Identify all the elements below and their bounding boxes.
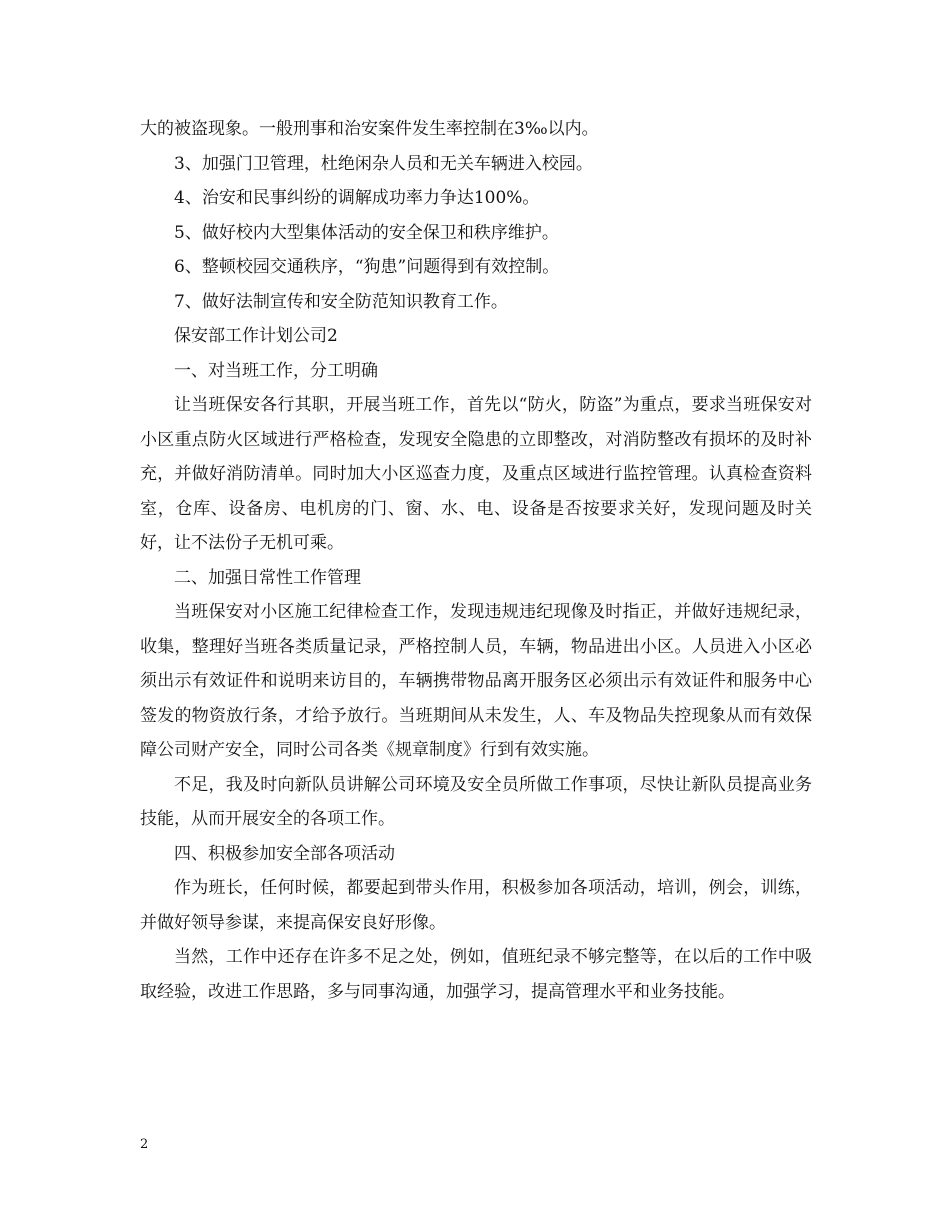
section-title: 保安部工作计划公司2 xyxy=(174,326,338,346)
section-heading: 二、加强日常性工作管理 xyxy=(174,567,361,588)
document-body xyxy=(140,112,812,1009)
paragraph: 让当班保安各行其职，开展当班工作，首先以“防火，防盗”为重点，要求当班保安对小区重点防火区域进行严格检查，发现安全隐患的立即整改，对消防整改有损坏的及时补充，并做好消防清单。同时加大小区巡查力度，及重点区域进行监控管理。认真检查资料室，仓库、设备房、电机房的门、窗、水、电、设备是否按要求关好，发现问题及时关好，让不法份子无机可乘。 xyxy=(140,395,812,553)
paragraph: 作为班长，任何时候，都要起到带头作用，积极参加各项活动，培训，例会，训练，并做好领导参谋，来提高保安良好形像。 xyxy=(140,878,812,933)
section-heading: 一、对当班工作，分工明确 xyxy=(174,360,378,381)
list-item: 5、做好校内大型集体活动的安全保卫和秩序维护。 xyxy=(174,222,559,243)
paragraph: 当班保安对小区施工纪律检查工作，发现违规违纪现像及时指正，并做好违规纪录，收集，整理好当班各类质量记录，严格控制人员，车辆，物品进出小区。人员进入小区必须出示有效证件和说明来访目的，车辆携带物品离开服务区必须出示有效证件和服务中心签发的物资放行条，才给予放行。当班期间从未发生，人、车及物品失控现象从而有效保障公司财产安全，同时公司各类《规章制度》行到有效实施。 xyxy=(140,602,812,760)
paragraph: 不足，我及时向新队员讲解公司环境及安全员所做工作事项，尽快让新队员提高业务技能，从而开展安全的各项工作。 xyxy=(140,774,812,829)
paragraph: 当然，工作中还存在许多不足之处，例如，值班纪录不够完整等，在以后的工作中吸取经验，改进工作思路，多与同事沟通，加强学习，提高管理水平和业务技能。 xyxy=(140,947,812,1002)
section-heading: 四、积极参加安全部各项活动 xyxy=(174,843,395,864)
list-item: 3、加强门卫管理，杜绝闲杂人员和无关车辆进入校园。 xyxy=(174,153,593,174)
list-item: 6、整顿校园交通秩序，“狗患”问题得到有效控制。 xyxy=(174,257,560,277)
list-item: 4、治安和民事纠纷的调解成功率力争达100%。 xyxy=(174,188,540,208)
page-number: 2 xyxy=(140,1137,149,1152)
list-item: 7、做好法制宣传和安全防范知识教育工作。 xyxy=(174,291,508,312)
paragraph: 大的被盗现象。一般刑事和治安案件发生率控制在3‰以内。 xyxy=(140,119,599,139)
